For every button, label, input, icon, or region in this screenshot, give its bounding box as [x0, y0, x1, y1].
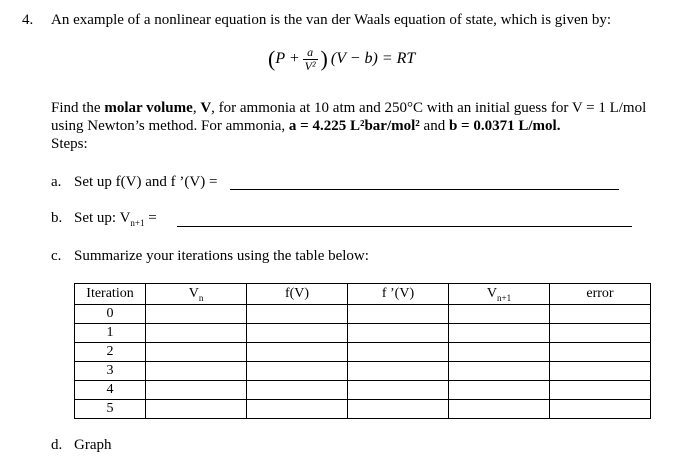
fprime-cell[interactable] [348, 362, 449, 381]
header-vn [146, 284, 247, 305]
vn1-cell[interactable] [449, 381, 550, 400]
header-fv [247, 284, 348, 305]
van-der-waals-equation [268, 46, 415, 72]
question-intro: An example of a nonlinear equation is the van der Waals equation of state, which is given by: [51, 12, 612, 28]
fprime-cell[interactable] [348, 381, 449, 400]
para-text-4: and [419, 118, 449, 134]
step-b-letter: b. [51, 210, 63, 226]
table-row [75, 381, 651, 400]
fv-cell[interactable] [247, 400, 348, 419]
iteration-cell: 4 [75, 381, 146, 400]
table-row [75, 343, 651, 362]
header-fprime-label: f ’(V) [381, 286, 415, 301]
fprime-cell[interactable] [348, 400, 449, 419]
equation-rest: (V − b) = RT [330, 50, 416, 68]
step-b-text-post: = [144, 210, 157, 226]
header-iteration-label: Iteration [86, 286, 134, 301]
step-c-letter: c. [51, 248, 62, 264]
iteration-cell: 3 [75, 362, 146, 381]
equation-p-term: P + [275, 50, 300, 68]
header-vn-sub: n [198, 292, 204, 303]
vn-cell[interactable] [146, 381, 247, 400]
vn1-cell[interactable] [449, 324, 550, 343]
header-fprime-v [348, 284, 449, 305]
iteration-cell: 5 [75, 400, 146, 419]
iterations-table [74, 283, 651, 419]
answer-blank-a[interactable] [230, 189, 619, 190]
error-cell[interactable] [550, 324, 651, 343]
vn-cell[interactable] [146, 324, 247, 343]
error-cell[interactable] [550, 343, 651, 362]
error-cell[interactable] [550, 305, 651, 324]
problem-paragraph [51, 99, 651, 153]
fprime-cell[interactable] [348, 343, 449, 362]
step-a-letter: a. [51, 174, 62, 190]
vn-cell[interactable] [146, 343, 247, 362]
table-header-row [75, 284, 651, 305]
header-vn1 [449, 284, 550, 305]
fraction-denominator: V² [304, 58, 316, 73]
equation-right-paren: ) [320, 46, 328, 72]
step-b-subscript: n+1 [130, 218, 145, 228]
para-bold-molar-volume: molar volume [104, 100, 193, 116]
step-c-text: Summarize your iterations using the table below: [74, 248, 369, 264]
equation-left-paren: ( [268, 46, 276, 72]
fprime-cell[interactable] [348, 305, 449, 324]
para-text-1: Find the [51, 100, 105, 116]
fv-cell[interactable] [247, 343, 348, 362]
header-vn1-sub: n+1 [497, 292, 512, 303]
table-row [75, 305, 651, 324]
step-d-text: Graph [74, 437, 112, 453]
equation-fraction [303, 46, 318, 72]
steps-heading: Steps: [51, 136, 88, 152]
step-d-letter: d. [51, 437, 63, 453]
fv-cell[interactable] [247, 324, 348, 343]
iterations-table-wrapper [74, 283, 651, 419]
vn-cell[interactable] [146, 305, 247, 324]
header-vn1-label: V [486, 285, 498, 301]
fv-cell[interactable] [247, 362, 348, 381]
para-text-3: , for ammonia at 10 atm and 250°C with an initial guess for V = 1 L/mol using Newton’s method. For ammonia, [51, 100, 647, 134]
para-bold-a-value: a = 4.225 L²bar/mol² [288, 118, 420, 134]
header-iteration [75, 284, 146, 305]
table-row [75, 362, 651, 381]
step-b-text-pre: Set up: V [74, 210, 131, 226]
header-vn-label: V [188, 285, 199, 301]
fv-cell[interactable] [247, 381, 348, 400]
vn1-cell[interactable] [449, 400, 550, 419]
para-bold-v: V [200, 100, 212, 116]
answer-blank-b[interactable] [177, 226, 632, 227]
vn-cell[interactable] [146, 362, 247, 381]
fv-cell[interactable] [247, 305, 348, 324]
fraction-numerator: a [307, 45, 314, 59]
fprime-cell[interactable] [348, 324, 449, 343]
vn1-cell[interactable] [449, 305, 550, 324]
vn1-cell[interactable] [449, 362, 550, 381]
table-row [75, 324, 651, 343]
error-cell[interactable] [550, 400, 651, 419]
error-cell[interactable] [550, 362, 651, 381]
question-number: 4. [22, 12, 34, 28]
iteration-cell: 1 [75, 324, 146, 343]
vn1-cell[interactable] [449, 343, 550, 362]
table-row [75, 400, 651, 419]
error-cell[interactable] [550, 381, 651, 400]
header-error-label: error [586, 286, 614, 301]
para-text-2: , [192, 100, 201, 116]
iteration-cell: 2 [75, 343, 146, 362]
para-bold-b-value: b = 0.0371 L/mol. [448, 118, 561, 134]
vn-cell[interactable] [146, 400, 247, 419]
step-b-text [74, 210, 157, 228]
header-error [550, 284, 651, 305]
header-fv-label: f(V) [284, 286, 310, 301]
iteration-cell: 0 [75, 305, 146, 324]
step-a-text: Set up f(V) and f ’(V) = [74, 174, 218, 190]
